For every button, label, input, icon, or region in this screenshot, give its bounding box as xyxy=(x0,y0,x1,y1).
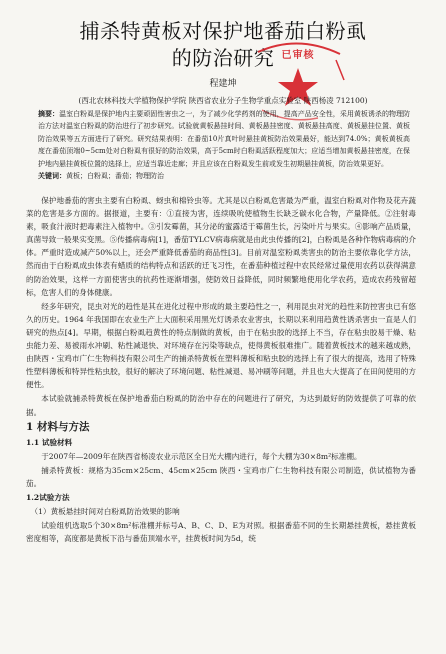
intro-paragraph-2: 经多年研究，昆虫对光的趋性是其在进化过程中形成的最主要趋性之一，利用昆虫对光的趋性来防控害虫已有悠久的历史。1964 年我国即在农业生产上大面积采用黑光灯诱杀农业害虫，长期以来利用趋黄性诱杀害虫一直是人们研究的热点[4]。早期，根据白粉虱趋黄性的特点制做的黄板，由于在粘虫胶的选择上不当，存在粘虫胶易干燥、粘虫能力差、易被雨水冲刷、粘性减退快、对环境存在污染等缺点，使得黄板很难推广。随着黄板技术的越来越成熟，由陕西・宝鸡市广仁生物科技有限公司生产的捕杀特黄板在塑料薄板和粘虫胶的选择上有了很大的提高，选用了特殊性塑料薄板和特异性粘虫胶，很好的解决了环境问题、粘性减退、易冲刷等问题，并且也大大提高了在田间使用的方便性。 xyxy=(26,301,416,390)
paper-body xyxy=(26,194,416,545)
intro-paragraph-3: 本试验就捕杀特黄板在保护地番茄白粉虱的防治中存在的问题进行了研究，为达到最好的防效提供了可靠的依据。 xyxy=(26,394,416,417)
section-1-1-text-2: 捕杀特黄板：规格为35cm×25cm、45cm×25cm 陕西・宝鸡市广仁生物科技有限公司制造，供试植物为番茄。 xyxy=(26,465,416,488)
abstract-text: 温室白粉虱是保护地内主要顽固性害虫之一，为了减少化学药剂的使用，提高产品安全性，采用黄板诱杀的物理防治方法对温室白粉虱的防治进行了初步研究。试验就黄板悬挂时间、黄板悬挂密度、黄板悬挂高度、黄板悬挂位置、黄板防治效果等五方面进行了研究。研究结果表明：在番茄10片真叶时悬挂黄板防治效果最好，能达到74.0%；黄板黄板高度在番茄顶端0~5cm处对白粉虱有很好的防治效果，高于5cm时白粉虱活跃程度加大；应适当增加黄板悬挂密度，在保护地内悬挂黄板位置的选择上，应适当靠近走廊；并且应该在白粉虱发生前或发生初期悬挂黄板，防治效果更好。 xyxy=(38,110,411,168)
title-line-2: 的防治研究 xyxy=(171,46,275,70)
section-1-1-heading: 1.1 试验材料 xyxy=(26,437,73,447)
section-1-2-heading: 1.2试验方法 xyxy=(26,492,70,502)
author-name: 程建坤 xyxy=(209,79,237,89)
abstract-label: 摘要： xyxy=(38,109,60,118)
paper-title xyxy=(0,18,446,72)
stamp-text: 已审核 xyxy=(281,50,315,61)
section-1-2-1-text: 试验组机选取5个30×8m²标准棚并标号A、B、C、D、E为对照。根据番茄不同的生长期悬挂黄板，悬挂黄板密度相等，高度都是黄板下沿与番茄顶端水平，挂黄板时间为5d，统 xyxy=(26,521,416,544)
keywords-text: 黄板；白粉虱；番茄；物理防治 xyxy=(66,172,164,181)
abstract-block xyxy=(38,108,410,182)
section-1-1-text-1: 于2007年—2009年在陕西省杨凌农业示范区全日光大棚内进行，每个大棚为30×8m²标准棚。 xyxy=(41,451,362,461)
keywords-label: 关键词： xyxy=(38,171,66,181)
title-line-1: 捕杀特黄板对保护地番茄白粉虱 xyxy=(79,19,367,43)
section-1-2-1-heading: （1）黄板悬挂时间对白粉虱防治效果的影响 xyxy=(30,507,180,517)
section-1-heading: 1 材料与方法 xyxy=(26,420,90,433)
intro-paragraph-1: 保护地番茄的害虫主要有白粉虱、蚜虫和棉铃虫等。尤其是以白粉虱危害最为严重，温室白粉虱对作物及花卉蔬菜的危害是多方面的。据报道，主要有：①直接为害，连续吸吮使植物生长缺乏碳水化合物，产量降低。②注射毒素，吸食汁液时把毒素注入植物中。③引发霉菌，其分泌的蜜露适于霉菌生长，污染叶片与果实。④影响产品质量，真菌导致一般果实变黑。⑤传播病毒病[1]，番茄TYLCV病毒病就是由此虫传播的[2]，白粉虱是各种作物病毒病的介体。严重时造成减产50%以上，还会严重降低番茄的商品性[3]。目前对温室粉虱类害虫的防治主要依靠化学方法，然而由于白粉虱成虫体表有蜡质的结构特点和活跃的迁飞习性，在番茄种植过程中农民经常过量使用农药以获得满意的防治效果，这样一方面使害虫的抗药性逐渐增强，使防效日益降低，同时频繁地使用化学农药，造成农药残留超标，危害人们的身体健康。 xyxy=(26,196,416,297)
author-affiliation: (西北农林科技大学植物保护学院 陕西省农业分子生物学重点实验室 陕西杨凌 712100) xyxy=(78,96,368,105)
